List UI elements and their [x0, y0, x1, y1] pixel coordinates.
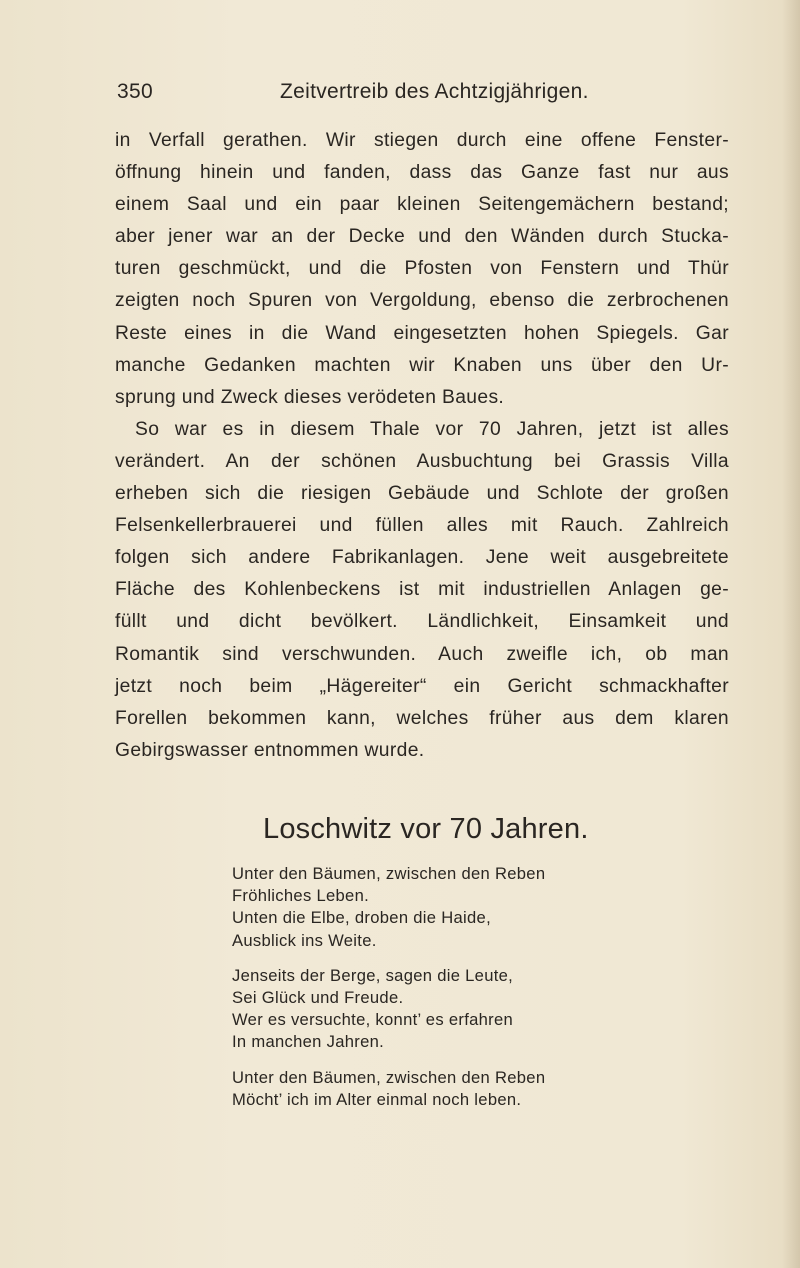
poem-verse: Unter den Bäumen, zwischen den Reben [232, 1067, 546, 1087]
poem-verse: Wer es versuchte, konnt’ es erfahren [232, 1010, 514, 1030]
text-line: erheben sich die riesigen Gebäude und Schlote der großen [115, 483, 729, 505]
text-line: So war es in diesem Thale vor 70 Jahren, jetzt ist alles [135, 418, 729, 440]
text-line: sprung und Zweck dieses verödeten Baues. [115, 386, 505, 408]
text-line: turen geschmückt, und die Pfosten von Fenstern und Thür [115, 258, 729, 280]
text-line: manche Gedanken machten wir Knaben uns über den Ur- [115, 354, 729, 376]
poem-title: Loschwitz vor 70 Jahren. [263, 813, 589, 845]
poem-verse: Möcht’ ich im Alter einmal noch leben. [232, 1089, 522, 1109]
text-line: Reste eines in die Wand eingesetzten hohen Spiegels. Gar [115, 322, 729, 344]
poem-verse: Jenseits der Berge, sagen die Leute, [232, 965, 514, 985]
poem-verse: Sei Glück und Freude. [232, 988, 404, 1008]
text-line: Felsenkellerbrauerei und füllen alles mit Rauch. Zahlreich [115, 515, 729, 537]
text-line: füllt und dicht bevölkert. Ländlichkeit, Einsamkeit und [115, 611, 729, 633]
poem-stanza [232, 1067, 545, 1111]
page-edge-shadow [782, 0, 800, 1268]
text-line: aber jener war an der Decke und den Wänden durch Stucka- [115, 226, 729, 248]
poem [232, 863, 545, 1124]
body-text [115, 125, 729, 767]
poem-verse: Unter den Bäumen, zwischen den Reben [232, 864, 546, 883]
text-line: einem Saal und ein paar kleinen Seitengemächern bestand; [115, 194, 729, 216]
text-line: Forellen bekommen kann, welches früher aus dem klaren [115, 707, 729, 729]
text-line: verändert. An der schönen Ausbuchtung bei Grassis Villa [115, 450, 729, 472]
running-title: Zeitvertreib des Achtzigjährigen. [280, 80, 589, 103]
poem-verse: Fröhliches Leben. [232, 886, 370, 906]
text-line: folgen sich andere Fabrikanlagen. Jene weit ausgebreitete [115, 547, 729, 569]
text-line: Romantik sind verschwunden. Auch zweifle ich, ob man [115, 643, 729, 665]
poem-verse: Unten die Elbe, droben die Haide, [232, 908, 491, 928]
page-number: 350 [117, 80, 153, 103]
poem-verse: Ausblick ins Weite. [232, 930, 377, 950]
text-line: zeigten noch Spuren von Vergoldung, ebenso die zerbrochenen [115, 290, 729, 312]
text-line: öffnung hinein und fanden, dass das Ganze fast nur aus [115, 162, 729, 184]
text-line: Fläche des Kohlenbeckens ist mit industriellen Anlagen ge- [115, 579, 729, 601]
poem-stanza [232, 863, 545, 952]
text-line: Gebirgswasser entnommen wurde. [115, 739, 425, 761]
text-line: jetzt noch beim „Hägereiter“ ein Gericht schmackhafter [115, 675, 729, 697]
running-head [117, 80, 727, 110]
text-line: in Verfall gerathen. Wir stiegen durch eine offene Fenster- [115, 130, 729, 151]
poem-verse: In manchen Jahren. [232, 1032, 385, 1052]
poem-stanza [232, 965, 545, 1054]
